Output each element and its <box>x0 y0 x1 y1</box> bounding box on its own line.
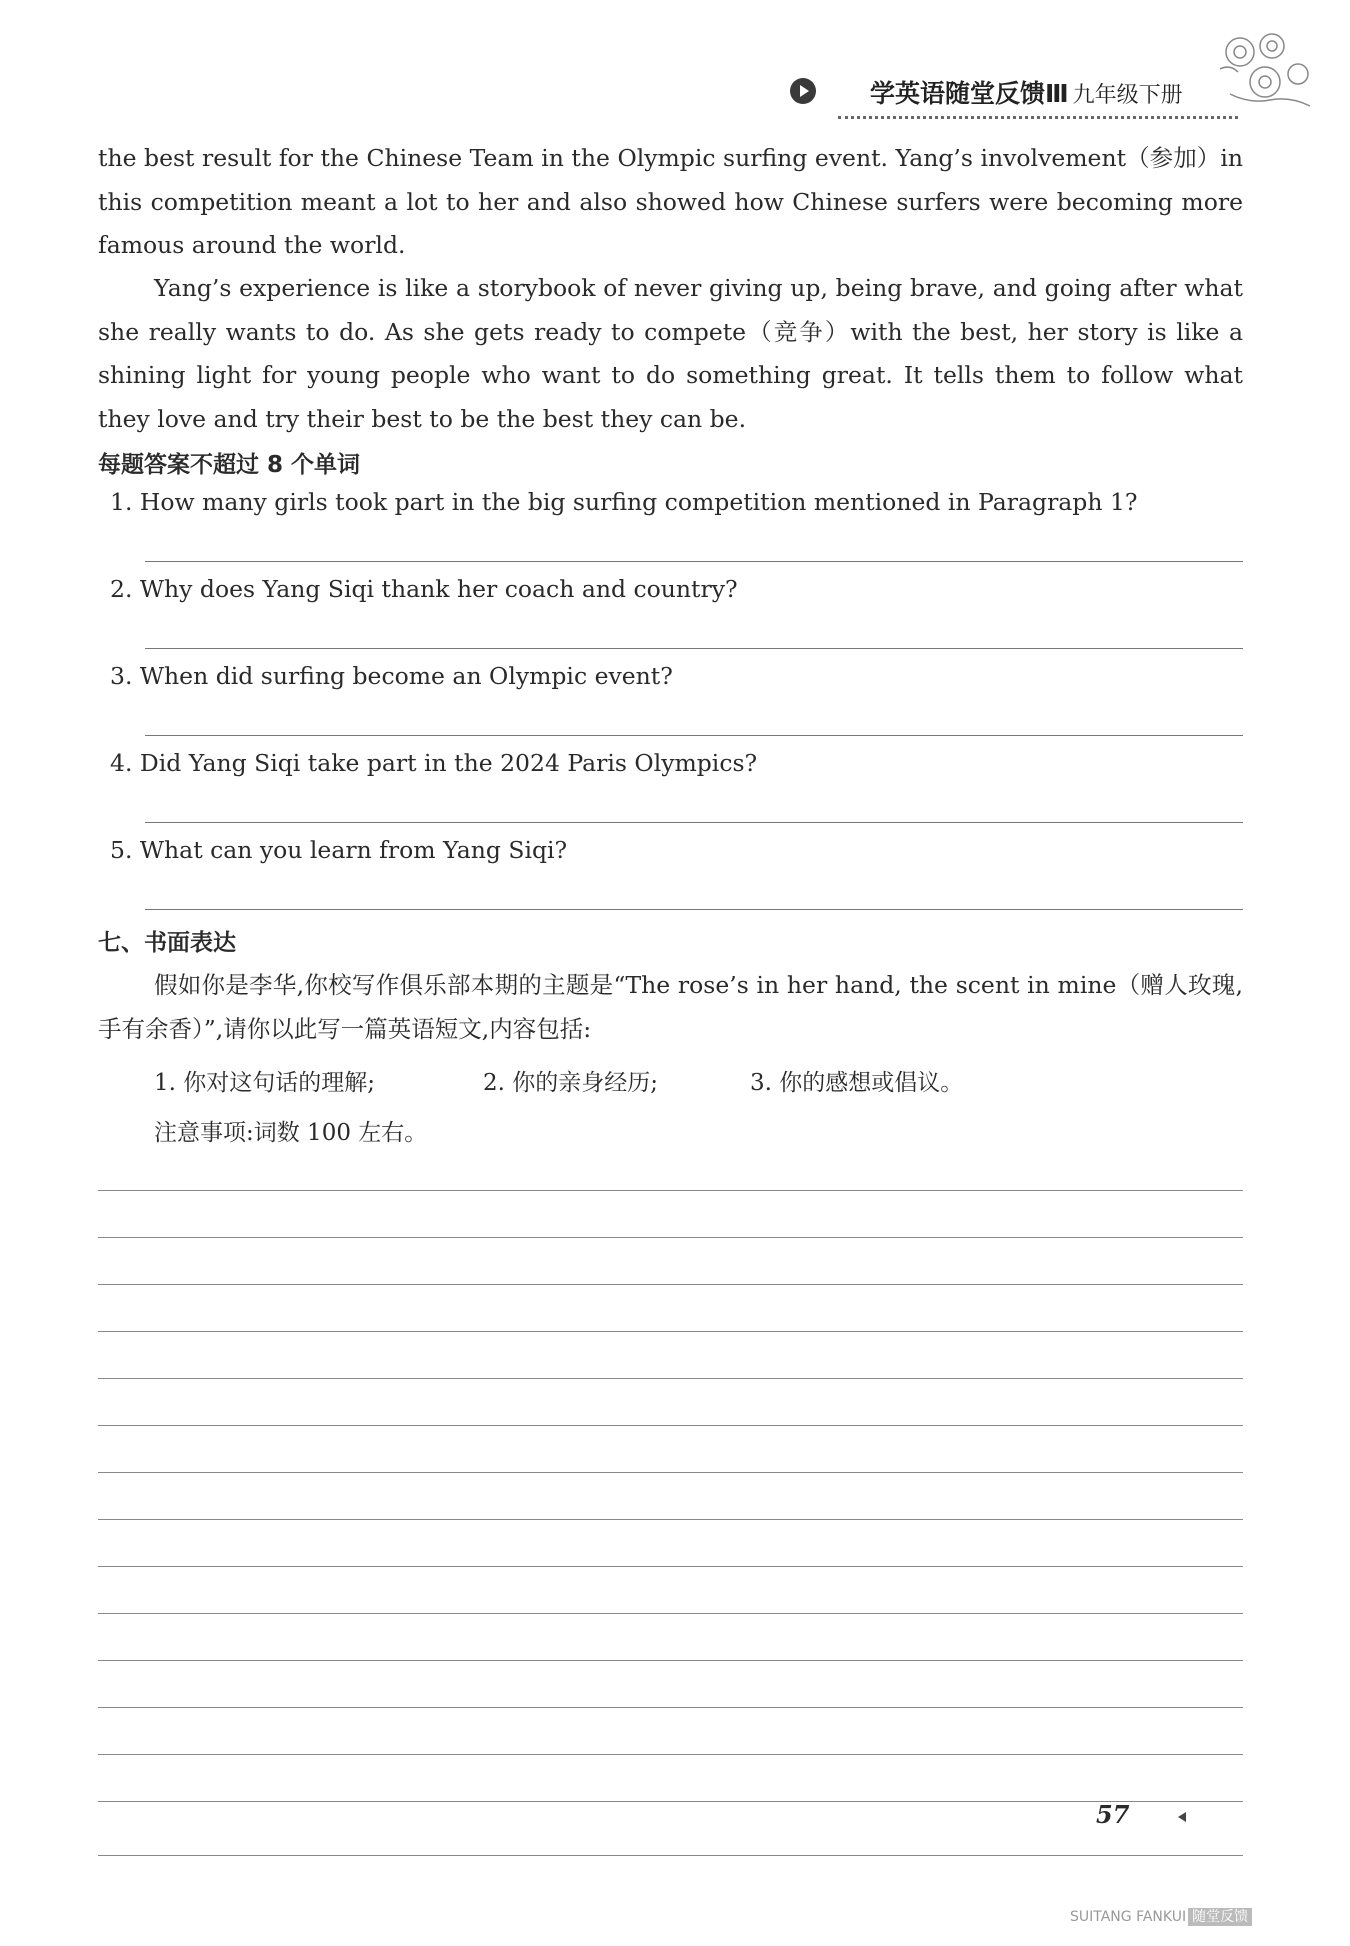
answer-line-5[interactable] <box>145 909 1243 910</box>
writing-line[interactable] <box>98 1566 1243 1567</box>
footer-brand-en: SUITANG FANKUI <box>1070 1909 1187 1925</box>
writing-point-3: 3. 你的感想或倡议。 <box>750 1070 964 1096</box>
writing-line[interactable] <box>98 1425 1243 1426</box>
question-4: 4. Did Yang Siqi take part in the 2024 Paris Olympics? <box>110 749 758 777</box>
writing-point-2: 2. 你的亲身经历; <box>483 1070 659 1096</box>
writing-line[interactable] <box>98 1472 1243 1473</box>
instruction-text: 每题答案不超过 8 个单词 <box>98 452 361 478</box>
book-title: 学英语随堂反馈Ⅲ 九年级下册 <box>870 79 1183 108</box>
writing-line[interactable] <box>98 1237 1243 1238</box>
question-2: 2. Why does Yang Siqi thank her coach and country? <box>110 575 738 603</box>
arrow-left-icon <box>1178 1812 1186 1822</box>
writing-line[interactable] <box>98 1190 1243 1191</box>
footer-brand <box>1070 1906 1252 1926</box>
book-subtitle: 九年级下册 <box>1072 83 1183 108</box>
writing-line[interactable] <box>98 1284 1243 1285</box>
writing-line[interactable] <box>98 1855 1243 1856</box>
writing-prompt: 假如你是李华,你校写作俱乐部本期的主题是“The rose’s in her hand, the scent in mine（赠人玫瑰,手有余香）”,请你以此写一篇英语短文,内容包括: <box>98 971 1243 1043</box>
writing-line[interactable] <box>98 1519 1243 1520</box>
page-number: 57 <box>1096 1800 1130 1829</box>
question-3: 3. When did surfing become an Olympic event? <box>110 662 673 690</box>
writing-line[interactable] <box>98 1801 1243 1802</box>
answer-line-3[interactable] <box>145 735 1243 736</box>
writing-line[interactable] <box>98 1378 1243 1379</box>
answer-line-1[interactable] <box>145 561 1243 562</box>
writing-note: 注意事项:词数 100 左右。 <box>154 1120 428 1146</box>
writing-line[interactable] <box>98 1754 1243 1755</box>
writing-line[interactable] <box>98 1707 1243 1708</box>
answer-line-4[interactable] <box>145 822 1243 823</box>
writing-line[interactable] <box>98 1660 1243 1661</box>
passage-paragraph-1: the best result for the Chinese Team in the Olympic surfing event. Yang’s involvement（参加）in this competition meant a lot to her and also showed how Chinese surfers were becoming more famous around the world. <box>98 144 1243 259</box>
flower-decoration-icon <box>1210 24 1320 124</box>
page-header <box>790 70 1250 130</box>
writing-line[interactable] <box>98 1613 1243 1614</box>
writing-line[interactable] <box>98 1331 1243 1332</box>
section-heading-writing: 七、书面表达 <box>98 930 236 956</box>
footer-brand-cn: 随堂反馈 <box>1188 1908 1252 1926</box>
question-1: 1. How many girls took part in the big surfing competition mentioned in Paragraph 1? <box>110 488 1138 516</box>
question-5: 5. What can you learn from Yang Siqi? <box>110 836 568 864</box>
play-icon <box>790 78 816 104</box>
writing-point-1: 1. 你对这句话的理解; <box>154 1070 376 1096</box>
passage-paragraph-2: Yang’s experience is like a storybook of never giving up, being brave, and going after what she really wants to do. As she gets ready to compete（竞争）with the best, her story is like a shining light for young people who want to do something great. It tells them to follow what they love and try their best to be the best they can be. <box>98 274 1243 433</box>
header-divider <box>838 116 1238 119</box>
answer-line-2[interactable] <box>145 648 1243 649</box>
